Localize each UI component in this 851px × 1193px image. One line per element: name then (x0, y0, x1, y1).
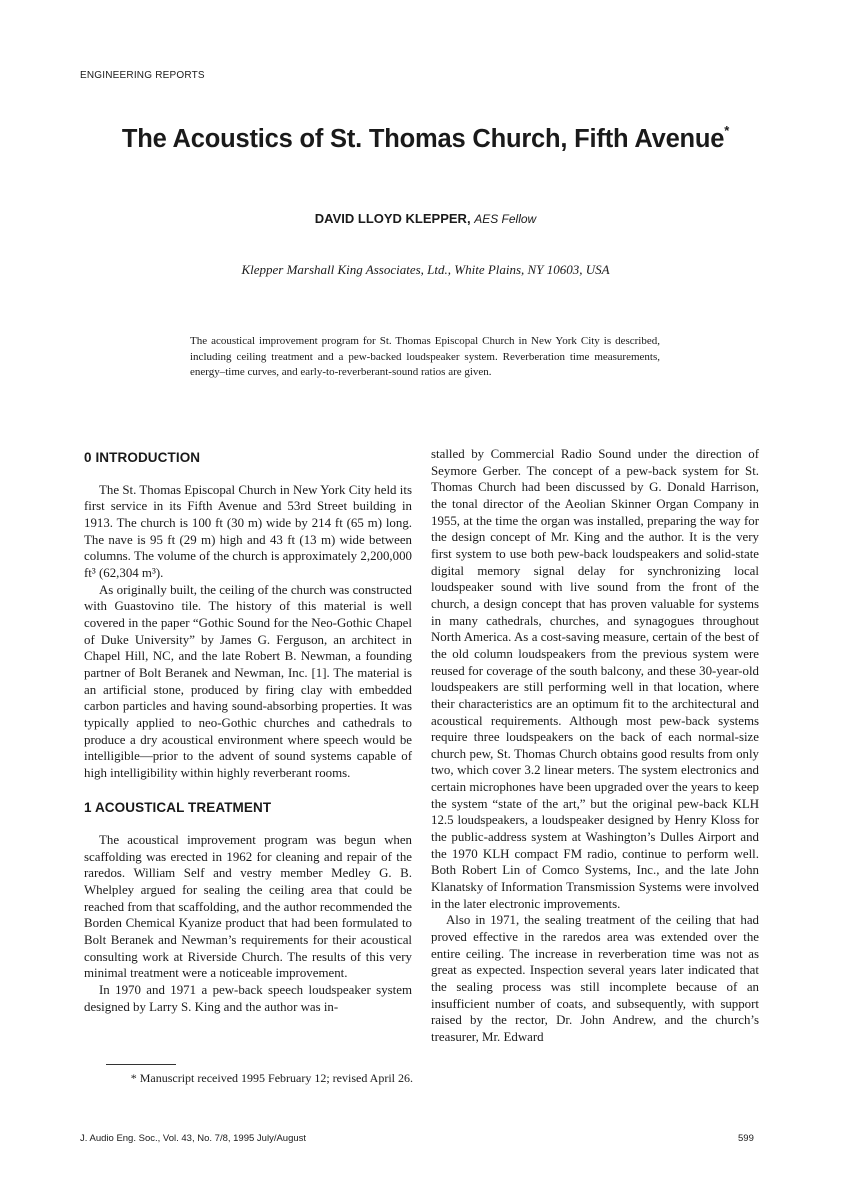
article-title-text: The Acoustics of St. Thomas Church, Fifth Avenue (121, 125, 725, 153)
right-paragraph-2: Also in 1971, the sealing treatment of the ceiling that had proved effective in the raredos area was extended over the entire ceiling. The increase in reverberation time was not as great as expected. Inspection several years later indicated that the sealing process was still incomplete because of an insufficient number of coats, and subsequently, with support raised by the rector, Dr. John Andrew, and the church’s treasurer, Mr. Edward (431, 913, 759, 1044)
left-column (84, 450, 412, 1015)
treatment-paragraph-1: The acoustical improvement program was begun when scaffolding was erected in 1962 for cleaning and repair of the raredos. William Self and vestry member Medley G. B. Whelpley argued for sealing the ceiling area that could be reached from that scaffolding, and the author recommended the Borden Chemical Kyanize product that had been formulated to Bolt Beranek and Newman’s requirements for their acoustical consulting work at Riverside Church. The results of this very minimal treatment were a noticeable improvement. (84, 833, 412, 981)
author-name: DAVID LLOYD KLEPPER, (314, 211, 471, 226)
section-label: ENGINEERING REPORTS (80, 70, 205, 81)
author-role: AES Fellow (474, 212, 537, 226)
article-title (0, 125, 851, 154)
intro-paragraph-1: The St. Thomas Episcopal Church in New York City held its first service in its Fifth Avenue and 53rd Street building in 1913. The church is 100 ft (30 m) wide by 214 ft (65 m) long. The nave is 95 ft (29 m) high and 43 ft (13 m) wide between columns. The volume of the church is approximately 2,200,000 ft³ (62,304 m³). (84, 482, 412, 580)
intro-heading: 0 INTRODUCTION (84, 450, 201, 465)
page-number: 599 (738, 1133, 754, 1144)
intro-paragraph-2: As originally built, the ceiling of the church was constructed with Guastovino tile. The history of this material is well covered in the paper “Gothic Sound for the Neo-Gothic Chapel of Duke University” by James G. Ferguson, an architect in Chapel Hill, NC, and the late Robert B. Newman, a founding partner of Bolt Beranek and Newman, Inc. [1]. The material is an artificial stone, produced by firing clay with embedded carbon particles and having sound-absorbing properties. It was typically applied to neo-Gothic churches and cathedrals to produce a dry acoustical environment where speech would be intelligible—prior to the advent of sound systems capable of high intelligibility within highly reverberant rooms. (84, 582, 412, 780)
treatment-heading: 1 ACOUSTICAL TREATMENT (84, 800, 272, 816)
treatment-paragraph-2: In 1970 and 1971 a pew-back speech loudspeaker system designed by Larry S. King and the author was in- (84, 983, 412, 1014)
journal-citation: J. Audio Eng. Soc., Vol. 43, No. 7/8, 1995 July/August (80, 1133, 307, 1144)
right-column (431, 446, 759, 1046)
title-footnote-mark: * (724, 123, 730, 138)
abstract: The acoustical improvement program for St. Thomas Episcopal Church in New York City is described, including ceiling treatment and a pew-backed loudspeaker system. Reverberation time measurements, energy–time curves, and early-to-reverberant-sound ratios are given. (190, 335, 660, 379)
author-line (0, 211, 851, 226)
right-paragraph-1: stalled by Commercial Radio Sound under the direction of Seymore Gerber. The concept of a pew-back system for St. Thomas Church had been discussed by G. Donald Harrison, the tonal director of the Aeolian Skinner Organ Company in 1955, at the time the organ was installed, preparing the way for the design concept of Mr. King and the author. It is the very first system to use both pew-back loudspeakers and solid-state digital memory signal delay for synchronizing local loudspeaker sound with live sound from the front of the church, a design concept that has proven valuable for systems in many cathedrals, churches, and synagogues throughout North America. As a cost-saving measure, certain of the best of the old column loudspeakers from the previous system were reused for coverage of the south balcony, and these 30-year-old loudspeakers are still performing well in that location, where their characteristics are an optimum fit to the architectural and acoustical requirements. Although most pew-back systems require three loudspeakers on the back of each normal-size church pew, St. Thomas Church obtains good results from only two, which cover 3.2 linear meters. The system electronics and certain microphones have been upgraded over the years to keep the system “state of the art,” but the original pew-back KLH 12.5 loudspeakers, a loudspeaker designed by Henry Kloss for the public-address system at Washington’s Dulles Airport and the 1970 KLH compact FM radio, continue to perform well. Both Robert Lin of Comco Systems, Inc., and the late John Klanatsky of Information Transmission Systems were involved in the later electronic improvements. (431, 447, 759, 911)
footnote: * Manuscript received 1995 February 12; revised April 26. (130, 1071, 413, 1085)
footnote-rule (106, 1064, 176, 1065)
affiliation: Klepper Marshall King Associates, Ltd., White Plains, NY 10603, USA (241, 262, 610, 277)
